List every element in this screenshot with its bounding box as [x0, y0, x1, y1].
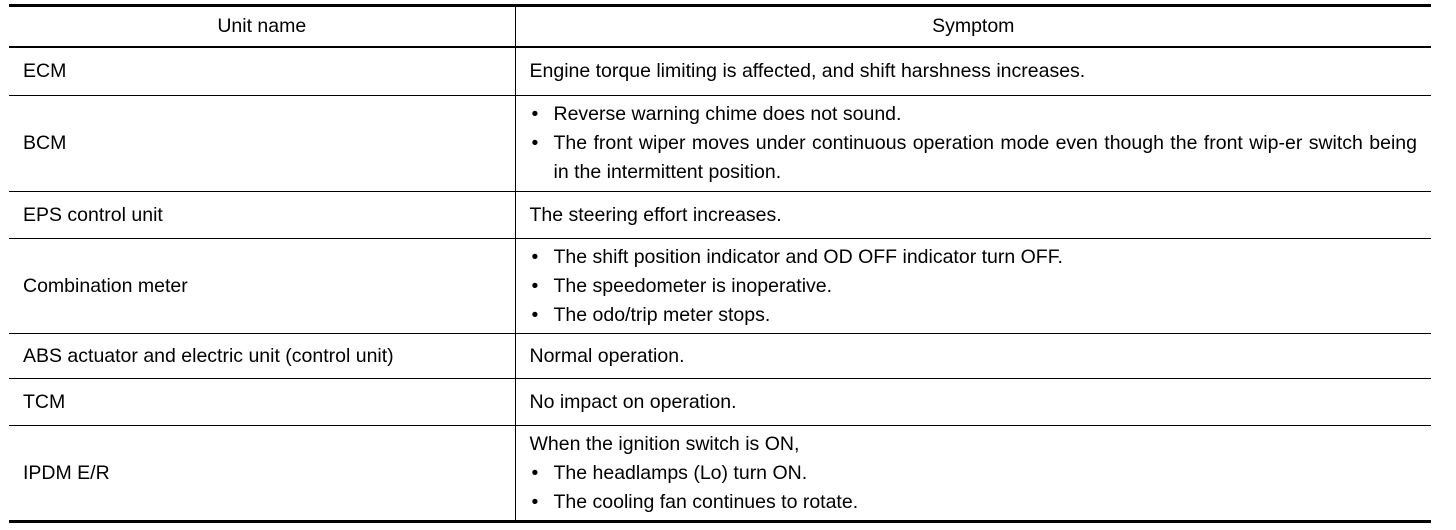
- unit-name-cell: IPDM E/R: [9, 426, 515, 522]
- unit-name-cell: Combination meter: [9, 239, 515, 334]
- symptom-bullet: • Reverse warning chime does not sound.: [530, 100, 1418, 129]
- table-row: [9, 96, 1431, 192]
- symptom-bullet: • The shift position indicator and OD OFF indicator turn OFF.: [530, 243, 1418, 272]
- table-row: [9, 47, 1431, 96]
- symptom-bullet-list: [530, 459, 1418, 517]
- unit-name-cell: BCM: [9, 96, 515, 192]
- symptom-bullet-list: [530, 243, 1418, 330]
- symptom-table-container: [9, 4, 1431, 523]
- symptom-cell: The steering effort increases.: [515, 192, 1431, 239]
- table-row: [9, 379, 1431, 426]
- unit-name-cell: TCM: [9, 379, 515, 426]
- unit-name-cell: ECM: [9, 47, 515, 96]
- symptom-bullet-list: [530, 100, 1418, 187]
- table-row: [9, 192, 1431, 239]
- unit-name-cell: EPS control unit: [9, 192, 515, 239]
- symptom-intro-text: When the ignition switch is ON,: [529, 432, 800, 455]
- table-row: [9, 239, 1431, 334]
- symptom-cell: [515, 426, 1431, 522]
- symptom-bullet: • The cooling fan continues to rotate.: [530, 488, 1418, 517]
- symptom-bullet: • The odo/trip meter stops.: [530, 301, 1418, 330]
- symptom-bullet: • The front wiper moves under continuous operation mode even though the front wip-er switch being in the intermittent position.: [530, 129, 1418, 187]
- table-row: [9, 334, 1431, 379]
- table-header-row: [9, 6, 1431, 48]
- symptom-cell: Engine torque limiting is affected, and shift harshness increases.: [515, 47, 1431, 96]
- header-symptom: Symptom: [515, 6, 1431, 48]
- symptom-bullet: • The speedometer is inoperative.: [530, 272, 1418, 301]
- symptom-cell: No impact on operation.: [515, 379, 1431, 426]
- symptom-bullet: • The headlamps (Lo) turn ON.: [530, 459, 1418, 488]
- header-unit-name: Unit name: [9, 6, 515, 48]
- symptom-cell: [515, 239, 1431, 334]
- symptom-cell: Normal operation.: [515, 334, 1431, 379]
- symptom-cell: [515, 96, 1431, 192]
- symptom-table: [9, 4, 1431, 523]
- table-row: [9, 426, 1431, 522]
- unit-name-cell: ABS actuator and electric unit (control unit): [9, 334, 515, 379]
